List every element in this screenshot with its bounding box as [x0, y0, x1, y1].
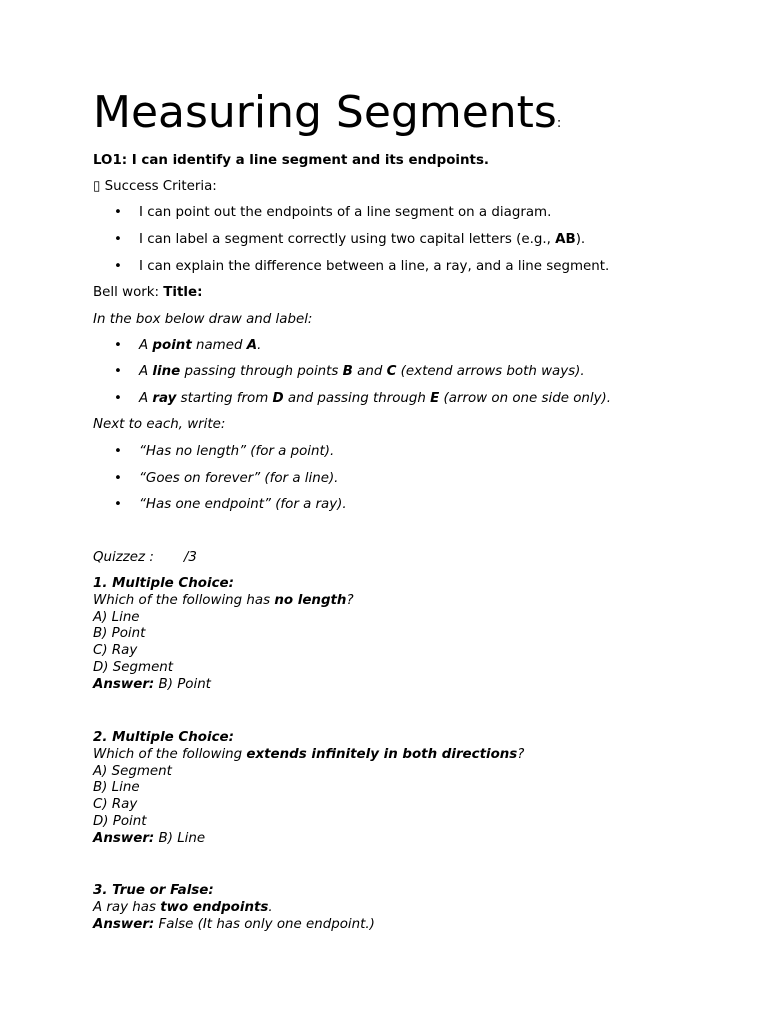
prompt-text: Which of the following — [93, 746, 247, 762]
question-heading: 3. True or False: — [93, 883, 214, 898]
option: D) Point — [93, 813, 147, 829]
bullet-icon: • — [114, 259, 122, 274]
draw-term: point — [152, 338, 192, 353]
bullet-icon: • — [114, 444, 122, 459]
option: D) Segment — [93, 659, 174, 675]
checkbox-icon: ▯ — [93, 179, 101, 194]
question-heading: 1. Multiple Choice: — [93, 576, 234, 591]
learning-objective: LO1: I can identify a line segment and its endpoints. — [93, 153, 490, 168]
bullet-icon: • — [114, 232, 122, 247]
next-label: Next to each, write: — [93, 417, 226, 432]
draw-text: and passing through — [283, 391, 431, 406]
criteria-text: I can point out the endpoints of a line segment on a diagram. — [139, 205, 552, 220]
title-colon: : — [556, 116, 562, 131]
bullet-icon: • — [114, 471, 122, 486]
draw-text: (arrow on one side only). — [439, 391, 612, 406]
answer — [93, 677, 354, 694]
question-3 — [93, 883, 375, 933]
success-criteria-label — [93, 178, 217, 195]
title-text: Measuring Segments — [93, 87, 557, 138]
answer-label: Answer: — [93, 676, 155, 692]
prompt-bold: no length — [274, 592, 347, 608]
write-text: “Goes on forever” (for a line). — [139, 471, 339, 486]
option: C) Ray — [93, 643, 138, 659]
draw-text: . — [257, 338, 262, 353]
answer-text: B) Line — [154, 830, 206, 846]
criteria-text: I can explain the difference between a line, a ray, and a line segment. — [139, 259, 610, 274]
bullet-icon: • — [114, 338, 122, 353]
question-prompt — [93, 593, 354, 610]
instructions: In the box below draw and label: — [93, 312, 313, 327]
quizzez-score: /3 — [183, 550, 197, 565]
draw-text: A — [139, 391, 153, 406]
draw-letter: B — [342, 364, 353, 379]
bullet-icon: • — [114, 364, 122, 379]
prompt-bold: two endpoints — [160, 899, 269, 915]
prompt-text: Which of the following has — [93, 592, 275, 608]
write-text: “Has no length” (for a point). — [139, 444, 335, 459]
answer-text: False (It has only one endpoint.) — [154, 916, 375, 932]
bullet-icon: • — [114, 497, 122, 512]
draw-text: starting from — [176, 391, 273, 406]
criteria-text-end: ). — [575, 232, 586, 247]
answer-label: Answer: — [93, 916, 155, 932]
criteria-text: I can label a segment correctly using two capital letters (e.g., — [139, 232, 556, 247]
bell-work-label: Bell work: — [93, 285, 164, 300]
quizzez-header — [93, 549, 197, 566]
prompt-end: ? — [517, 746, 525, 762]
quizzez-label: Quizzez : — [93, 550, 154, 565]
prompt-end: . — [268, 899, 273, 915]
page-title — [93, 86, 561, 151]
answer-label: Answer: — [93, 830, 155, 846]
answer-text: B) Point — [154, 676, 211, 692]
criteria-bold: AB — [555, 232, 576, 247]
draw-letter: D — [272, 391, 284, 406]
draw-letter: C — [386, 364, 397, 379]
option: B) Point — [93, 626, 146, 642]
draw-text: passing through points — [180, 364, 343, 379]
question-prompt — [93, 747, 524, 764]
option: C) Ray — [93, 797, 138, 813]
answer — [93, 917, 375, 934]
draw-text: named — [191, 338, 247, 353]
draw-term: ray — [152, 391, 177, 406]
draw-text: A — [139, 364, 153, 379]
prompt-text: A ray has — [93, 899, 161, 915]
draw-text: and — [352, 364, 387, 379]
draw-term: line — [152, 364, 181, 379]
option: A) Line — [93, 609, 140, 625]
bell-work-title: Title: — [163, 285, 203, 300]
bullet-icon: • — [114, 205, 122, 220]
bullet-icon: • — [114, 391, 122, 406]
bell-work — [93, 284, 202, 301]
draw-letter: E — [430, 391, 440, 406]
prompt-end: ? — [346, 592, 354, 608]
answer — [93, 831, 524, 848]
draw-text: A — [139, 338, 153, 353]
prompt-bold: extends infinitely in both directions — [246, 746, 518, 762]
question-prompt — [93, 900, 375, 917]
draw-text: (extend arrows both ways). — [396, 364, 585, 379]
option: B) Line — [93, 780, 140, 796]
option: A) Segment — [93, 763, 172, 779]
draw-letter: A — [246, 338, 258, 353]
question-2 — [93, 730, 524, 848]
write-text: “Has one endpoint” (for a ray). — [139, 497, 347, 512]
question-1 — [93, 576, 354, 694]
question-heading: 2. Multiple Choice: — [93, 730, 234, 745]
success-criteria-text: Success Criteria: — [104, 179, 217, 194]
